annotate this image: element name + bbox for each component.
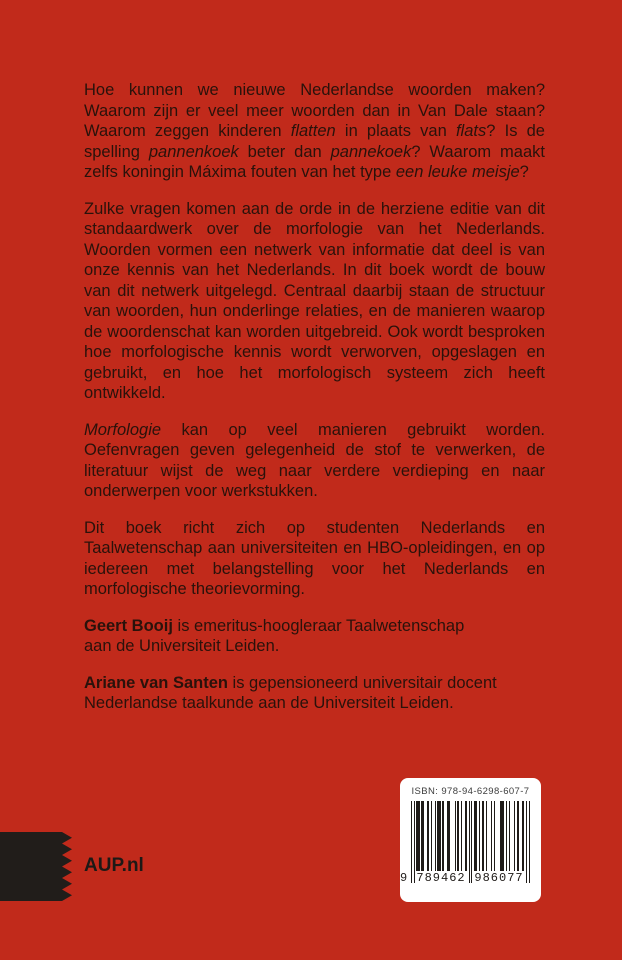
paragraph-audience: Dit boek richt zich op studenten Nederlands en Taalwetenschap aan universiteiten en HBO-opleidingen, en op iedereen met belangstelling voor het Nederlands en morfologische theorievorming. [84,518,545,598]
body-text [84,80,545,730]
publisher-ribbon [0,832,72,901]
barcode-digit-group-2: 789462 [416,871,466,885]
barcode-digit-group-1: 9 [400,871,410,886]
author-geert-booij: Geert Booij is emeritus-hoogleraar Taalwetenschap aan de Universiteit Leiden. [84,616,465,655]
barcode-bar [529,801,530,883]
ribbon-zigzag-shape [0,832,72,901]
barcode-panel [400,778,541,902]
paragraph-usage: Morfologie kan op veel manieren gebruikt worden. Oefenvragen geven gelegenheid de stof te verwerken, de literatuur wijst de weg naar verdere verdieping en naar onderwerpen voor werkstukken. [84,420,545,500]
paragraph-about-book: Zulke vragen komen aan de orde in de herziene editie van dit standaardwerk over de morfologie van het Nederlands. Woorden vormen een netwerk van informatie dat deel is van onze kennis van het Nederlands. In dit boek wordt de bouw van dit netwerk uitgelegd. Centraal daarbij staan de structuur van woorden, hun onderlinge relaties, en de manieren waarop de woordenschat kan worden uitgebreid. Ook wordt besproken hoe morfologische kennis wordt verworven, opgeslagen en gebruikt, en hoe het morfologisch systeem zich heeft ontwikkeld. [84,199,545,402]
isbn-label: ISBN: 978-94-6298-607-7 [411,786,530,797]
barcode-digit-group-3: 986077 [474,871,524,885]
author-ariane-van-santen: Ariane van Santen is gepensioneerd universitair docent Nederlandse taalkunde aan de Universiteit Leiden. [84,673,497,712]
paragraph-intro: Hoe kunnen we nieuwe Nederlandse woorden maken? Waarom zijn er veel meer woorden dan in Van Dale staan? Waarom zeggen kinderen flatten in plaats van flats? Is de spelling pannenkoek beter dan pannekoek? Waarom maakt zelfs koningin Máxima fouten van het type een leuke meisje? [84,81,545,181]
barcode [400,801,530,885]
publisher-logo: AUP.nl [84,855,144,876]
